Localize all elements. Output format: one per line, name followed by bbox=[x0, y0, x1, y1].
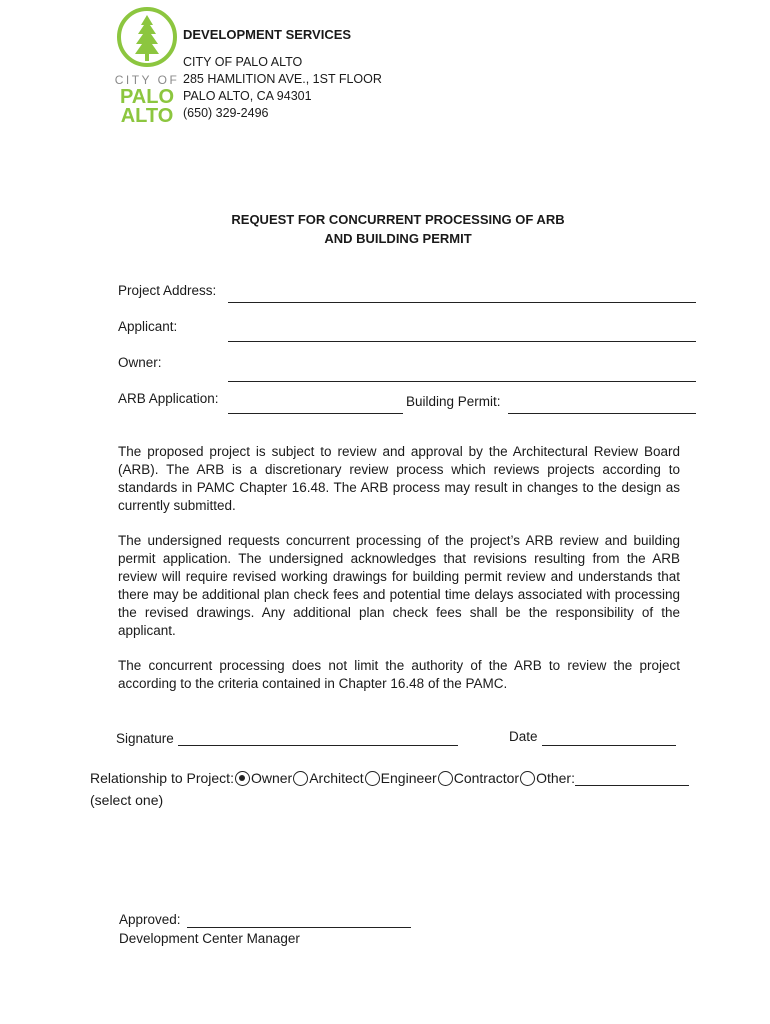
signature-label: Signature bbox=[116, 731, 174, 746]
address-line: 285 HAMLITION AVE., 1ST FLOOR bbox=[183, 72, 382, 86]
date-field[interactable] bbox=[542, 745, 676, 746]
logo-city-of: CITY OF bbox=[114, 73, 180, 87]
tree-icon bbox=[135, 15, 159, 61]
paragraph-authority: The concurrent processing does not limit the authority of the ARB to review the project according to the criteria contained in Chapter 16.48 of the PAMC. bbox=[118, 658, 680, 691]
radio-engineer[interactable] bbox=[365, 771, 380, 786]
applicant-field[interactable] bbox=[228, 341, 696, 342]
radio-contractor[interactable] bbox=[438, 771, 453, 786]
approved-label: Approved: bbox=[119, 912, 181, 927]
department-title: DEVELOPMENT SERVICES bbox=[183, 27, 352, 42]
address-line: CITY OF PALO ALTO bbox=[183, 55, 303, 69]
logo-palo: PALO bbox=[119, 86, 175, 108]
approved-signature-field[interactable] bbox=[187, 927, 411, 928]
option-architect-label: Architect bbox=[309, 770, 364, 786]
date-label: Date bbox=[509, 729, 538, 744]
option-owner-label: Owner bbox=[250, 770, 293, 786]
city-of-palo-alto-logo bbox=[114, 6, 180, 124]
project-address-label: Project Address: bbox=[118, 283, 217, 298]
option-other-label: Other: bbox=[536, 770, 575, 786]
radio-other[interactable] bbox=[520, 771, 535, 786]
document-title-line1: REQUEST FOR CONCURRENT PROCESSING OF ARB bbox=[231, 212, 565, 227]
building-permit-label: Building Permit: bbox=[406, 394, 501, 409]
signature-field[interactable] bbox=[178, 745, 458, 746]
building-permit-field[interactable] bbox=[508, 413, 696, 414]
phone-line: (650) 329-2496 bbox=[183, 106, 269, 120]
logo-alto: ALTO bbox=[120, 105, 174, 124]
arb-application-field[interactable] bbox=[228, 413, 403, 414]
relationship-row bbox=[90, 770, 689, 786]
owner-field[interactable] bbox=[228, 381, 696, 382]
arb-application-label: ARB Application: bbox=[118, 391, 219, 406]
option-engineer-label: Engineer bbox=[380, 770, 437, 786]
approver-title: Development Center Manager bbox=[119, 931, 300, 946]
radio-owner[interactable] bbox=[235, 771, 250, 786]
paragraph-arb-review: The proposed project is subject to review and approval by the Architectural Review Board (ARB). The ARB is a discretionary review process which reviews projects according to standards in PAMC Chapter 16.48. The ARB process may result in changes to the design as currently submitted. bbox=[118, 444, 680, 513]
project-address-field[interactable] bbox=[228, 302, 696, 303]
relationship-label: Relationship to Project: bbox=[90, 770, 234, 786]
applicant-label: Applicant: bbox=[118, 319, 178, 334]
other-text-field[interactable] bbox=[575, 771, 689, 786]
radio-architect[interactable] bbox=[293, 771, 308, 786]
option-contractor-label: Contractor bbox=[453, 770, 520, 786]
address-line: PALO ALTO, CA 94301 bbox=[183, 89, 312, 103]
paragraph-undersigned: The undersigned requests concurrent processing of the project’s ARB review and building permit application. The undersigned acknowledges that revisions resulting from the ARB review will require revised working drawings for building permit review and understands that there may be additional plan check fees and potential time delays associated with processing the revised drawings. Any additional plan check fees shall be the responsibility of the applicant. bbox=[118, 533, 680, 638]
owner-label: Owner: bbox=[118, 355, 162, 370]
document-title-line2: AND BUILDING PERMIT bbox=[324, 231, 472, 246]
select-one-hint: (select one) bbox=[90, 792, 164, 808]
